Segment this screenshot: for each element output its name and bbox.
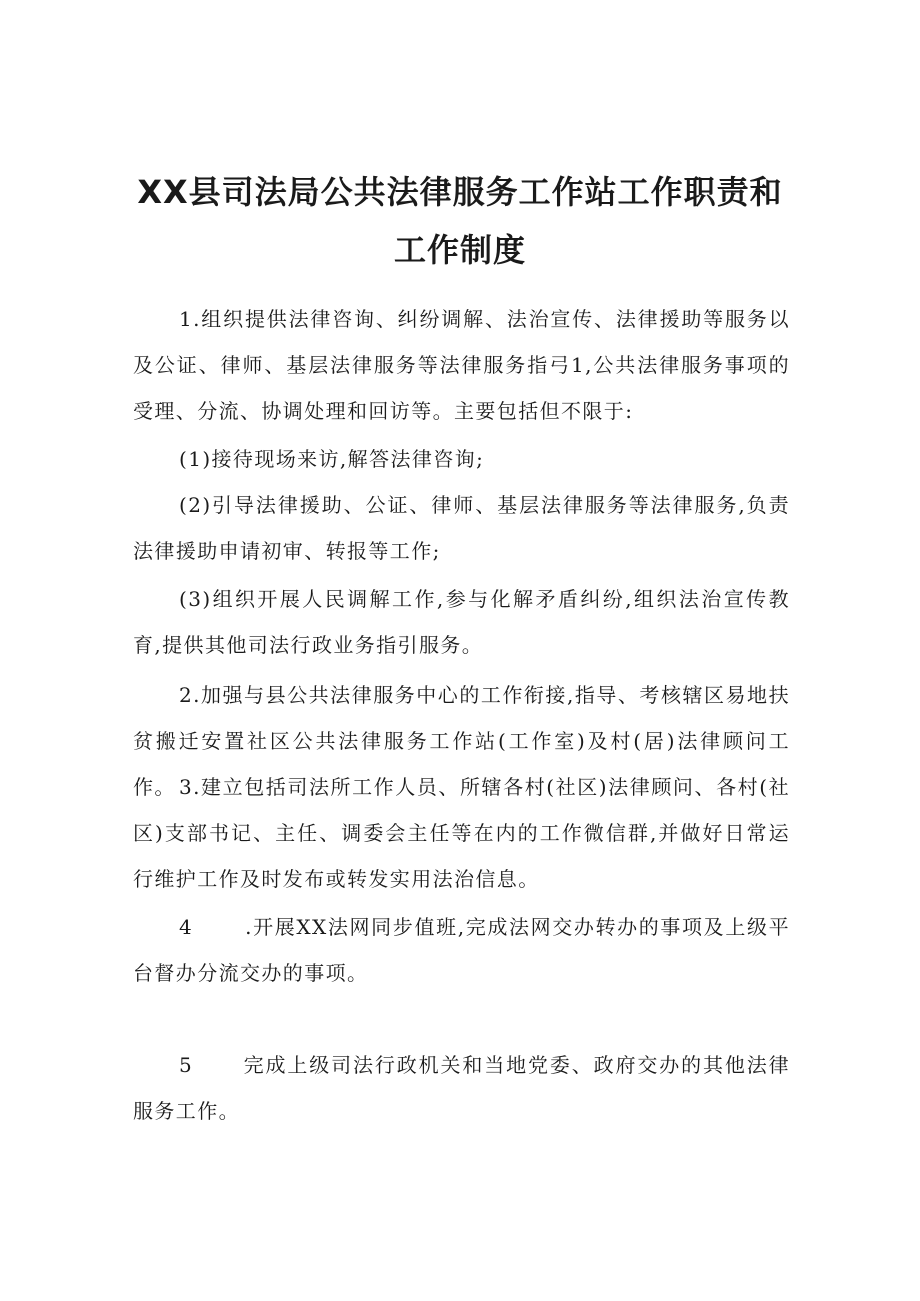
paragraph-item-2: (2)引导法律援助、公证、律师、基层法律服务等法律服务,负责法律援助申请初审、转报等工作; [133,493,790,563]
paragraph-item-3: (3)组织开展人民调解工作,参与化解矛盾纠纷,组织法治宣传教育,提供其他司法行政业务指引服务。 [133,587,790,657]
document-title-line-1: XX县司法局公共法律服务工作站工作职责和 [137,173,783,211]
paragraph-4-text: .开展XX法网同步值班,完成法网交办转办的事项及上级平台督办分流交办的事项。 [133,915,790,985]
paragraph-3: 3.建立包括司法所工作人员、所辖各村(社区)法律顾问、各村(社区)支部书记、主任、调委会主任等在内的工作微信群,并做好日常运行维护工作及时发布或转发实用法治信息。 [133,775,790,891]
paragraph-4-number: 4 [179,915,194,939]
paragraph-5-text: 完成上级司法行政机关和当地党委、政府交办的其他法律服务工作。 [133,1053,790,1123]
document-title-line-2: 工作制度 [393,231,526,269]
paragraph-5-number: 5 [179,1053,194,1077]
paragraph-4 [133,904,790,996]
paragraph-item-1: (1)接待现场来访,解答法律咨询; [179,447,485,471]
paragraph-1: 1.组织提供法律咨询、纠纷调解、法治宣传、法律援助等服务以及公证、律师、基层法律服务等法律服务指弓1,公共法律服务事项的受理、分流、协调处理和回访等。主要包括但不限于: [133,307,790,423]
paragraph-2: 2.加强与县公共法律服务中心的工作衔接,指导、考核辖区易地扶贫搬迁安置社区公共法律服务工作站(工作室)及村(居)法律顾问工作。 [133,683,790,799]
paragraph-5 [133,1042,790,1134]
